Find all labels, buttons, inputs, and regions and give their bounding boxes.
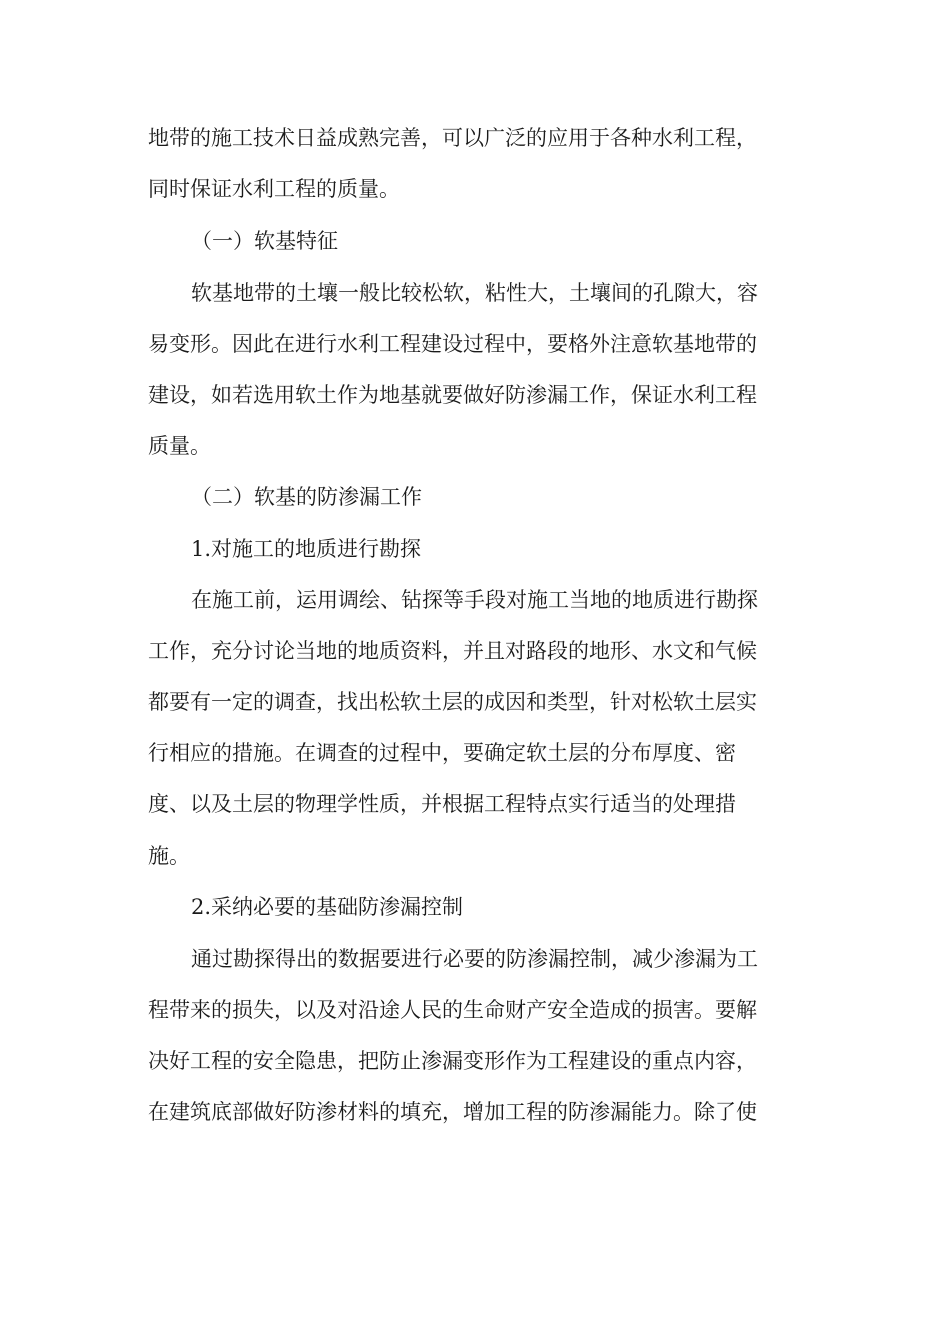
body-line: 工作，充分讨论当地的地质资料，并且对路段的地形、水文和气候 (148, 639, 757, 663)
body-line: 建设，如若选用软土作为地基就要做好防渗漏工作，保证水利工程 (148, 383, 757, 407)
body-line: 软基地带的土壤一般比较松软，粘性大，土壤间的孔隙大，容 (191, 281, 758, 305)
body-line: 地带的施工技术日益成熟完善，可以广泛的应用于各种水利工程， (148, 126, 757, 150)
body-line: 同时保证水利工程的质量。 (148, 177, 400, 201)
body-line: 行相应的措施。在调查的过程中，要确定软土层的分布厚度、密 (148, 741, 736, 765)
body-line: 在施工前，运用调绘、钻探等手段对施工当地的地质进行勘探 (191, 588, 758, 612)
body-line: 施。 (148, 844, 190, 868)
body-line: 易变形。因此在进行水利工程建设过程中，要格外注意软基地带的 (148, 332, 757, 356)
body-line: 都要有一定的调查，找出松软土层的成因和类型，针对松软土层实 (148, 690, 757, 714)
section-heading: （一）软基特征 (191, 229, 338, 253)
section-heading: （二）软基的防渗漏工作 (191, 485, 422, 509)
body-line: 在建筑底部做好防渗材料的填充，增加工程的防渗漏能力。除了使 (148, 1100, 757, 1124)
body-line: 通过勘探得出的数据要进行必要的防渗漏控制，减少渗漏为工 (191, 947, 758, 971)
body-line: 度、以及土层的物理学性质，并根据工程特点实行适当的处理措 (148, 792, 736, 816)
body-line: 决好工程的安全隐患，把防止渗漏变形作为工程建设的重点内容， (148, 1049, 757, 1073)
subsection-heading: 1.对施工的地质进行勘探 (191, 537, 422, 561)
body-line: 程带来的损失，以及对沿途人民的生命财产安全造成的损害。要解 (148, 998, 757, 1022)
body-line: 质量。 (148, 434, 211, 458)
subsection-heading: 2.采纳必要的基础防渗漏控制 (191, 895, 464, 919)
